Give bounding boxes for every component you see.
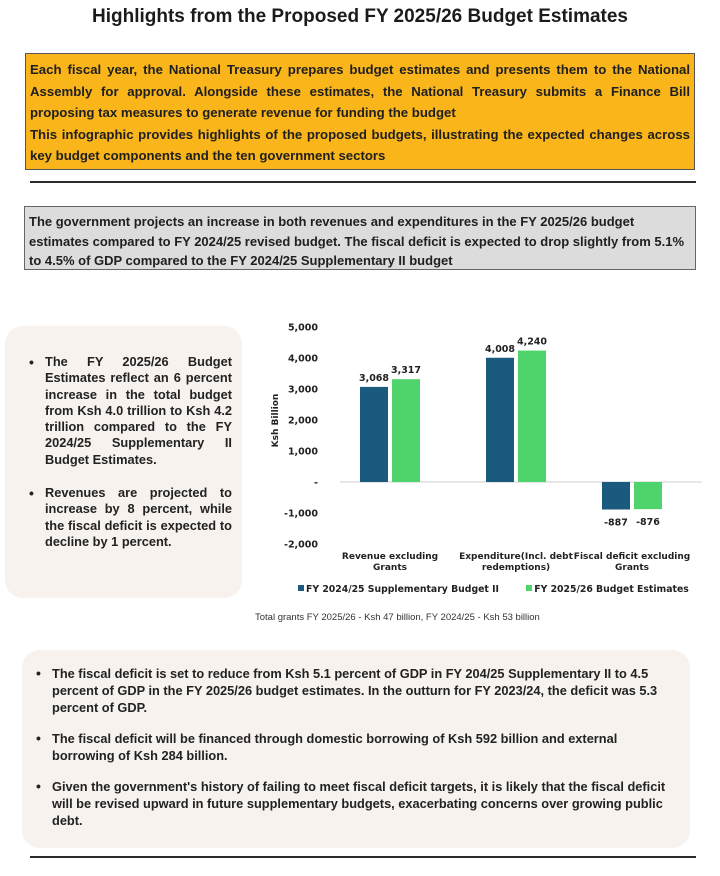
chart-canvas [250,312,710,582]
category-label: Grants [373,563,407,573]
data-label: 3,317 [390,365,422,377]
legend-item [298,584,502,595]
bar [486,358,514,482]
key-point: • The FY 2025/26 Budget Estimates reflect an 6 percent increase in the total budget from Ksh 4.0 trillion to Ksh 4.2 trillion compared to the FY 2024/25 Supplementary II Budget Estimates. [27,354,232,468]
deficit-note: • The fiscal deficit is set to reduce from Ksh 5.1 percent of GDP in FY 204/25 Supplementary II to 4.5 percent of GDP in the FY 2025/26 budget estimates. In the outturn for FY 2023/24, the deficit was 5.3 percent of GDP. [34,665,680,716]
intro-paragraph-2: This infographic provides highlights of the proposed budgets, illustrating the expected changes across key budget components and the ten government sectors [30,126,690,163]
grants-note: Total grants FY 2025/26 - Ksh 47 billion, FY 2024/25 - Ksh 53 billion [255,612,540,623]
key-point: • Revenues are projected to increase by 8 percent, while the fiscal deficit is expected to decline by 1 percent. [27,485,232,550]
data-label: -887 [604,517,628,529]
page-title: Highlights from the Proposed FY 2025/26 Budget Estimates [92,6,628,27]
budget-bar-chart [250,312,710,612]
bar [360,387,388,482]
y-axis-title: Ksh Billion [271,393,281,448]
category-label: Revenue excluding [341,552,439,562]
intro-box [25,53,695,170]
y-tick-label: - [314,477,318,489]
y-tick-label: -2,000 [284,539,318,551]
y-tick-label: 1,000 [287,446,318,458]
legend-label: FY 2024/25 Supplementary Budget II [306,584,500,595]
y-tick-label: 4,000 [287,353,318,365]
bar [518,351,546,482]
legend-label: FY 2025/26 Budget Estimates [534,584,689,595]
deficit-notes-panel [22,650,690,848]
bar [602,482,630,509]
intro-paragraph-1: Each fiscal year, the National Treasury prepares budget estimates and presents them to the National Assembly for approval. Alongside these estimates, the National Treasury submits a Finance Bill proposing tax measures to generate revenue for funding the budget [30,62,690,120]
key-points-panel [5,326,242,598]
bar [392,379,420,482]
y-tick-label: 5,000 [287,322,318,334]
deficit-note: • Given the government's history of failing to meet fiscal deficit targets, it is likely that the fiscal deficit will be revised upward in future supplementary budgets, exacerbating concerns over growing public debt. [34,778,680,829]
divider [30,181,696,183]
category-label: Expenditure(Incl. debt [459,552,573,562]
key-points-list [27,354,232,550]
divider [30,856,696,858]
y-tick-label: -1,000 [284,508,318,520]
data-label: 4,240 [516,336,548,348]
data-label: -876 [636,517,660,529]
bar [634,482,662,509]
data-label: 4,008 [484,343,516,355]
summary-box: The government projects an increase in both revenues and expenditures in the FY 2025/26 budget estimates compared to FY 2024/25 revised budget. The fiscal deficit is expected to drop slightly from 5.1% to 4.5% of GDP compared to the FY 2024/25 Supplementary II budget [24,206,696,270]
legend-swatch [526,585,532,591]
data-label: 3,068 [358,372,390,384]
legend-item [526,584,689,595]
deficit-notes-list [34,665,680,829]
legend-swatch [298,585,304,591]
y-tick-label: 2,000 [287,415,318,427]
y-tick-label: 3,000 [287,384,318,396]
chart-legend [298,584,689,595]
category-label: Grants [615,563,649,573]
category-label: redemptions) [481,563,551,573]
deficit-note: • The fiscal deficit will be financed through domestic borrowing of Ksh 592 billion and external borrowing of Ksh 284 billion. [34,730,680,764]
category-label: Fiscal deficit excluding [573,552,691,562]
